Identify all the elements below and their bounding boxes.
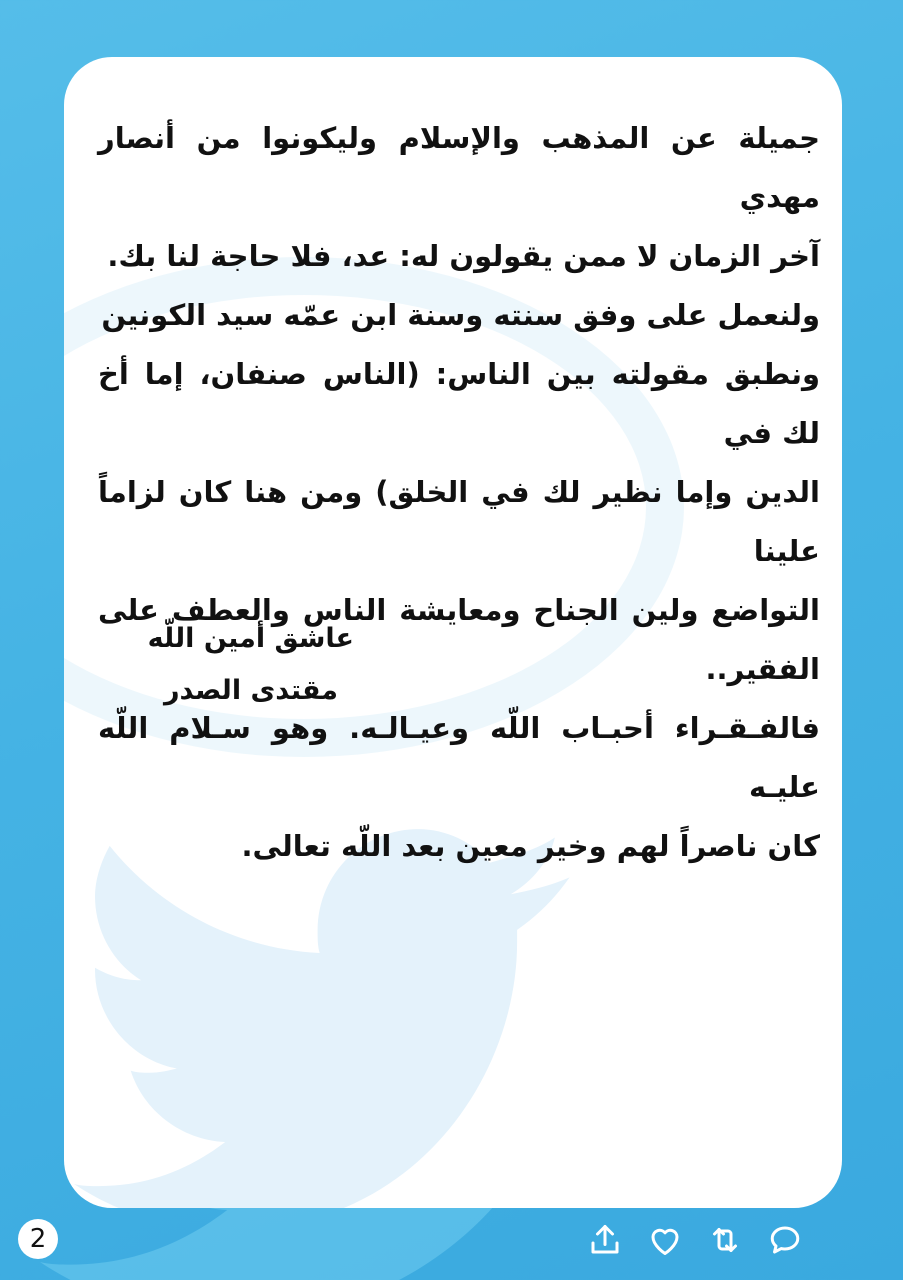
post-card <box>64 57 842 1208</box>
retweet-button[interactable] <box>707 1222 743 1258</box>
reply-icon <box>767 1222 803 1258</box>
post-line: التواضع ولين الجناح ومعايشة الناس والعطف على الفقير.. <box>98 593 820 686</box>
post-line: ولنعمل على وفق سنته وسنة ابن عمّه سيد الكونين <box>101 298 820 332</box>
share-button[interactable] <box>587 1222 623 1258</box>
action-bar <box>587 1222 803 1258</box>
signature <box>134 613 354 717</box>
bird-watermark-icon <box>74 827 634 1208</box>
post-line: آخر الزمان لا ممن يقولون له: عد، فلا حاجة لنا بك. <box>107 239 820 273</box>
post-line: كان ناصراً لهم وخير معين بعد اللّه تعالى. <box>241 829 820 863</box>
share-icon <box>587 1222 623 1258</box>
signature-name: عاشق أمين اللّه <box>147 623 354 654</box>
post-line: فالفـقـراء أحبـاب اللّه وعيـالـه. وهو سـلام اللّه عليـه <box>98 711 820 804</box>
like-button[interactable] <box>647 1222 683 1258</box>
like-icon <box>647 1222 683 1258</box>
page-number-badge: 2 <box>18 1219 58 1259</box>
retweet-icon <box>707 1222 743 1258</box>
reply-button[interactable] <box>767 1222 803 1258</box>
post-line: جميلة عن المذهب والإسلام وليكونوا من أنصار مهدي <box>98 121 820 214</box>
post-line: الدين وإما نظير لك في الخلق) ومن هنا كان لزاماً علينا <box>98 475 820 568</box>
post-line: ونطبق مقولته بين الناس: (الناس صنفان، إما أخ لك في <box>98 357 820 450</box>
post-body <box>98 109 820 876</box>
signature-title: مقتدى الصدر <box>163 675 338 706</box>
